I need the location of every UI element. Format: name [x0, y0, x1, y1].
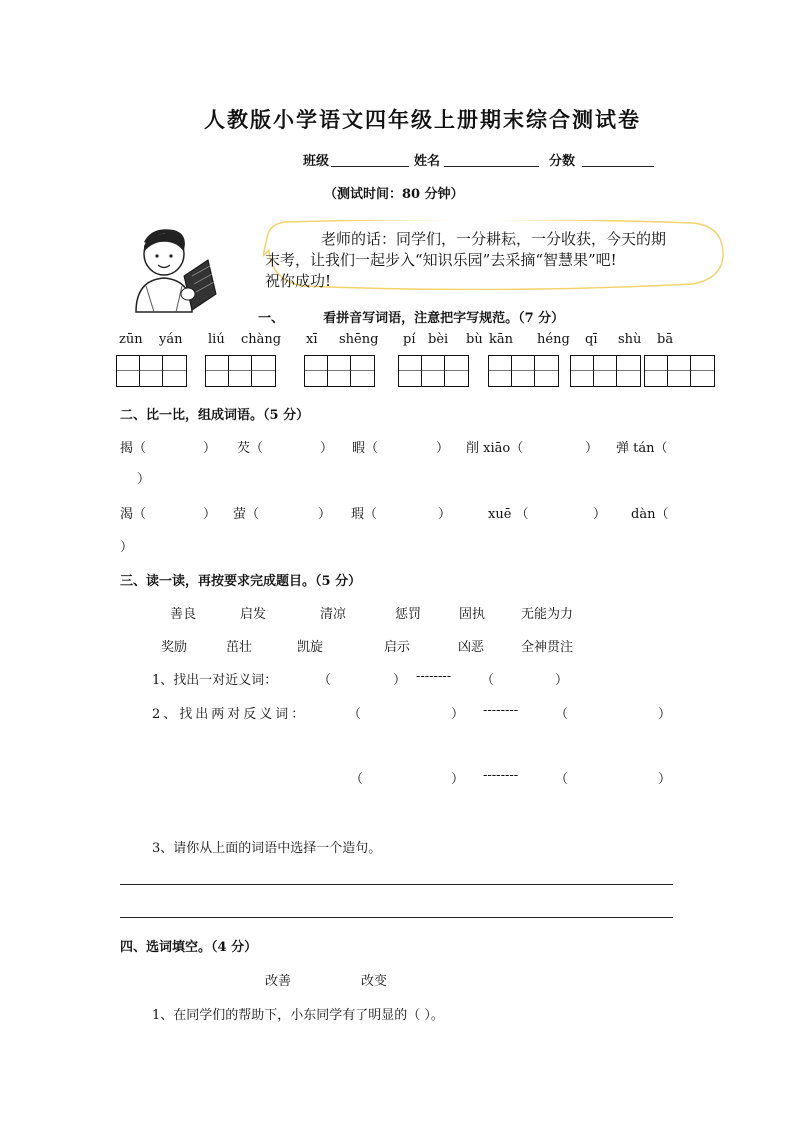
pinyin: bù	[466, 332, 483, 347]
answer-paren: ）	[451, 707, 465, 722]
word-option: 善良	[170, 607, 197, 622]
pinyin: xī	[306, 332, 318, 347]
teacher-message	[265, 229, 705, 292]
word-compare-item: ）	[203, 507, 217, 522]
writing-grid-6[interactable]	[570, 355, 641, 387]
pinyin: liú	[208, 332, 225, 347]
page-title: 人教版小学语文四年级上册期末综合测试卷	[204, 107, 641, 132]
teacher-line-3: 祝你成功!	[265, 272, 332, 290]
word-option: 清凉	[320, 607, 347, 622]
answer-paren: ）	[393, 673, 407, 688]
word-option: 奖励	[161, 640, 188, 655]
section-1-heading	[258, 307, 564, 326]
answer-paren: （	[318, 673, 332, 688]
word-option: 无能为力	[521, 607, 574, 622]
score-label: 分数	[549, 154, 576, 169]
word-option: 凯旋	[297, 640, 324, 655]
question-3-2: 2、找出两对反义词：	[152, 707, 308, 722]
word-compare-item: ）	[203, 441, 217, 456]
question-3-1: 1、找出一对近义词：	[152, 673, 278, 688]
writing-grid-7[interactable]	[644, 355, 715, 387]
word-compare-item: 瑕（	[351, 507, 378, 522]
pinyin: zūn	[119, 332, 143, 347]
word-compare-item: 萤（	[233, 507, 260, 522]
word-compare-item: ）	[120, 540, 134, 555]
writing-grid-1[interactable]	[116, 355, 187, 387]
section-4-title: 四、选词填空。（4 分）	[120, 940, 258, 955]
writing-grid-5[interactable]	[488, 355, 559, 387]
word-compare-item: 暇（	[352, 441, 379, 456]
word-compare-item: 芡（	[237, 441, 264, 456]
pinyin: héng	[537, 332, 570, 347]
word-compare-item: 渴（	[120, 507, 147, 522]
word-compare-item: ）	[585, 441, 599, 456]
word-option: 全神贯注	[521, 640, 574, 655]
answer-dash: --------	[483, 703, 519, 718]
pinyin: kān	[489, 332, 514, 347]
word-compare-item: 揭（	[120, 441, 147, 456]
boy-reading-illustration	[122, 224, 218, 316]
word-option: 改变	[361, 974, 388, 989]
teacher-line-1: 老师的话：同学们，一分耕耘，一分收获，今天的期	[321, 230, 667, 248]
word-compare-item: ）	[318, 507, 332, 522]
word-compare-item: 弹 tán（	[616, 441, 668, 456]
writing-grid-2[interactable]	[205, 355, 276, 387]
class-blank[interactable]	[331, 152, 409, 167]
name-blank[interactable]	[444, 152, 539, 167]
answer-paren: （	[481, 673, 495, 688]
answer-paren: ）	[451, 772, 465, 787]
answer-paren: （	[555, 707, 569, 722]
answer-paren: （	[350, 772, 364, 787]
word-option: 茁壮	[226, 640, 253, 655]
pinyin: bèi	[428, 332, 449, 347]
pinyin: qī	[585, 332, 598, 347]
word-option: 惩罚	[395, 607, 422, 622]
word-compare-item: ）	[438, 507, 452, 522]
writing-grid-4[interactable]	[398, 355, 469, 387]
question-3-3: 3、请你从上面的词语中选择一个造句。	[152, 841, 382, 856]
section-2-title: 二、比一比，组成词语。（5 分）	[120, 408, 310, 423]
pinyin: pí	[403, 332, 416, 347]
word-compare-item: ）	[320, 441, 334, 456]
word-compare-item: ）	[137, 472, 151, 487]
word-compare-item: dàn（	[631, 507, 669, 522]
question-4-1: 1、在同学们的帮助下，小东同学有了明显的（ ）。	[152, 1008, 444, 1023]
answer-dash: --------	[416, 669, 452, 684]
word-option: 启示	[384, 640, 411, 655]
pinyin: chàng	[241, 332, 282, 347]
pinyin: shēng	[339, 332, 379, 347]
teacher-line-2: 末考，让我们一起步入“知识乐园”去采摘“智慧果”吧!	[265, 251, 617, 269]
answer-line-1[interactable]	[120, 884, 673, 885]
answer-paren: ）	[555, 673, 569, 688]
pinyin: yán	[159, 332, 183, 347]
pinyin: bā	[657, 332, 674, 347]
answer-paren: （	[348, 707, 362, 722]
word-compare-item: xuē （	[488, 507, 529, 522]
word-compare-item: ）	[436, 441, 450, 456]
section-1-title: 看拼音写词语，注意把字写规范。（7 分）	[323, 311, 565, 326]
answer-paren: ）	[658, 772, 672, 787]
score-blank[interactable]	[582, 152, 654, 167]
word-compare-item: 削 xiāo（	[466, 441, 524, 456]
answer-line-2[interactable]	[120, 917, 673, 918]
answer-paren: ）	[658, 707, 672, 722]
pinyin: shù	[618, 332, 642, 347]
class-label: 班级	[303, 154, 330, 169]
word-option: 固执	[459, 607, 486, 622]
name-label: 姓名	[414, 154, 441, 169]
word-option: 启发	[240, 607, 267, 622]
word-compare-item: ）	[593, 507, 607, 522]
word-option: 改善	[265, 974, 292, 989]
writing-grid-3[interactable]	[304, 355, 375, 387]
test-time: （测试时间：80 分钟）	[324, 187, 464, 202]
word-option: 凶恶	[458, 640, 485, 655]
section-1-number: 一、	[258, 311, 285, 326]
answer-dash: --------	[483, 768, 519, 783]
section-3-title: 三、读一读，再按要求完成题目。（5 分）	[120, 574, 362, 589]
answer-paren: （	[555, 772, 569, 787]
